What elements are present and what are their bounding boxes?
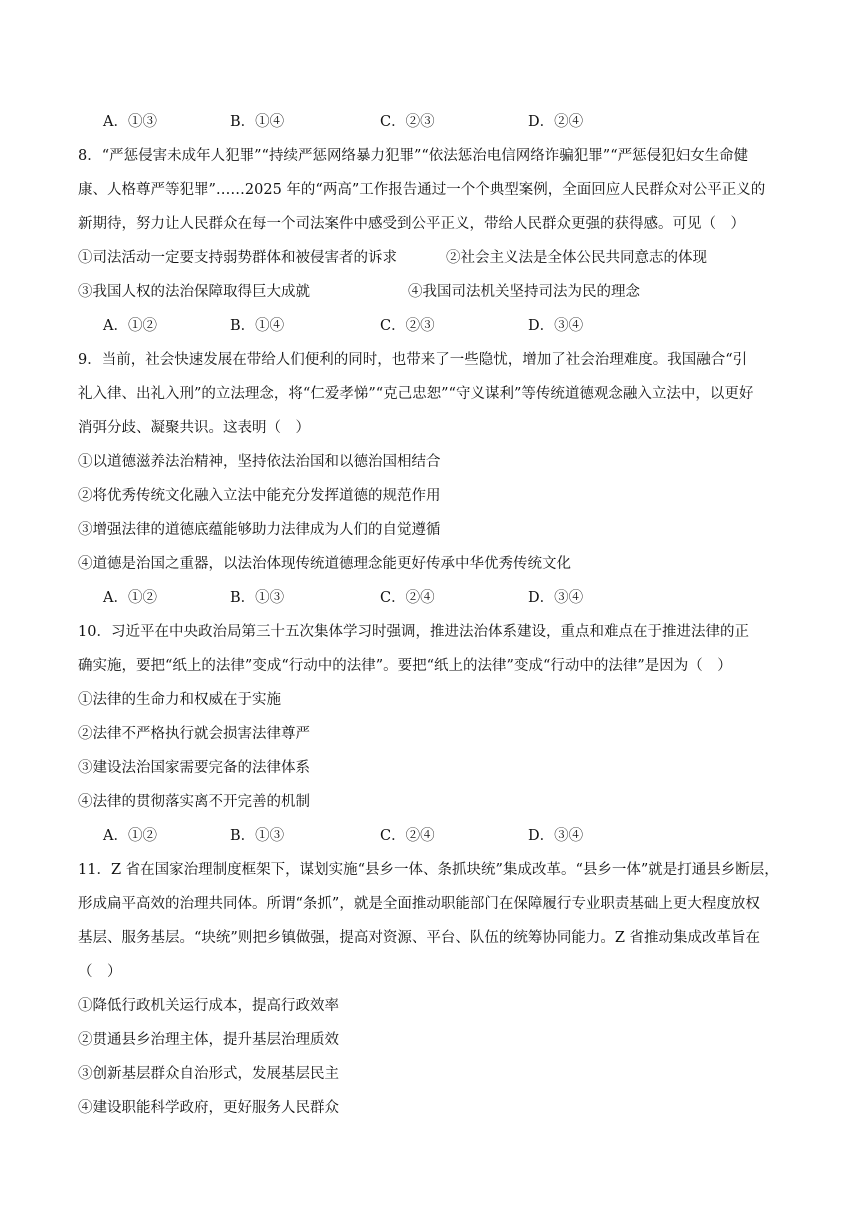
q8-option-c: C．②③	[380, 318, 435, 334]
q10-statement-3: ③建设法治国家需要完备的法律体系	[78, 760, 310, 776]
q7-option-a: A．①③	[103, 114, 157, 130]
q7-option-b: B．①④	[230, 114, 285, 130]
q8-statement-3: ③我国人权的法治保障取得巨大成就	[78, 284, 310, 300]
q8-stem-line-1: 8．“严惩侵害未成年人犯罪”“持续严惩网络暴力犯罪”“依法惩治电信网络诈骗犯罪”“严惩侵犯妇女生命健	[78, 148, 749, 164]
q7-option-d: D．②④	[528, 114, 584, 130]
q8-option-a: A．①②	[103, 318, 157, 334]
q8-statement-4: ④我国司法机关坚持司法为民的理念	[408, 284, 640, 300]
q8-option-b: B．①④	[230, 318, 285, 334]
q10-statement-1: ①法律的生命力和权威在于实施	[78, 692, 281, 708]
q9-statement-2: ②将优秀传统文化融入立法中能充分发挥道德的规范作用	[78, 488, 441, 504]
q11-statement-2: ②贯通县乡治理主体，提升基层治理质效	[78, 1032, 339, 1048]
q8-statements-row-1	[0, 248, 860, 268]
q9-option-b: B．①③	[230, 590, 285, 606]
q8-stem-line-3: 新期待，努力让人民群众在每一个司法案件中感受到公平正义，带给人民群众更强的获得感。可见（ ）	[78, 216, 745, 232]
q8-statement-1: ①司法活动一定要支持弱势群体和被侵害者的诉求	[78, 250, 397, 266]
q10-statement-4: ④法律的贯彻落实离不开完善的机制	[78, 794, 310, 810]
q9-options	[0, 588, 860, 608]
q11-statement-4: ④建设职能科学政府，更好服务人民群众	[78, 1100, 339, 1116]
q11-stem-line-4: （ ）	[78, 964, 122, 980]
q7-options	[0, 112, 860, 132]
q9-stem-line-3: 消弭分歧、凝聚共识。这表明（ ）	[78, 420, 310, 436]
q10-option-b: B．①③	[230, 828, 285, 844]
q10-option-a: A．①②	[103, 828, 157, 844]
q9-stem-line-1: 9．当前，社会快速发展在带给人们便利的同时，也带来了一些隐忧，增加了社会治理难度。我国融合“引	[78, 352, 748, 368]
q8-options	[0, 316, 860, 336]
q10-stem-line-1: 10．习近平在中央政治局第三十五次集体学习时强调，推进法治体系建设，重点和难点在于推进法律的正	[78, 624, 749, 640]
q8-statements-row-2	[0, 282, 860, 302]
q11-stem-line-2: 形成扁平高效的治理共同体。所谓“条抓”，就是全面推动职能部门在保障履行专业职责基础上更大程度放权	[78, 896, 760, 912]
q11-statement-1: ①降低行政机关运行成本，提高行政效率	[78, 998, 339, 1014]
q9-statement-3: ③增强法律的道德底蕴能够助力法律成为人们的自觉遵循	[78, 522, 441, 538]
q9-option-c: C．②④	[380, 590, 435, 606]
q10-stem-line-2: 确实施，要把“纸上的法律”变成“行动中的法律”。要把“纸上的法律”变成“行动中的法律”是因为（ ）	[78, 658, 732, 674]
q10-statement-2: ②法律不严格执行就会损害法律尊严	[78, 726, 310, 742]
q9-option-d: D．③④	[528, 590, 584, 606]
q9-statement-4: ④道德是治国之重器，以法治体现传统道德理念能更好传承中华优秀传统文化	[78, 556, 571, 572]
q11-stem-line-1: 11．Z 省在国家治理制度框架下，谋划实施“县乡一体、条抓块统”集成改革。“县乡一体”就是打通县乡断层，	[78, 862, 779, 878]
q10-options	[0, 826, 860, 846]
q8-option-d: D．③④	[528, 318, 584, 334]
q10-option-d: D．③④	[528, 828, 584, 844]
q11-stem-line-3: 基层、服务基层。“块统”则把乡镇做强，提高对资源、平台、队伍的统筹协同能力。Z 省推动集成改革旨在	[78, 930, 761, 946]
q11-statement-3: ③创新基层群众自治形式，发展基层民主	[78, 1066, 339, 1082]
q8-statement-2: ②社会主义法是全体公民共同意志的体现	[446, 250, 707, 266]
q10-option-c: C．②④	[380, 828, 435, 844]
q9-stem-line-2: 礼入律、出礼入刑”的立法理念，将“仁爱孝悌”“克己忠恕”“守义谋利”等传统道德观念融入立法中，以更好	[78, 386, 754, 402]
q9-option-a: A．①②	[103, 590, 157, 606]
q9-statement-1: ①以道德滋养法治精神，坚持依法治国和以德治国相结合	[78, 454, 441, 470]
q7-option-c: C．②③	[380, 114, 435, 130]
q8-stem-line-2: 康、人格尊严等犯罪”……2025 年的“两高”工作报告通过一个个典型案例，全面回应人民群众对公平正义的	[78, 182, 766, 198]
